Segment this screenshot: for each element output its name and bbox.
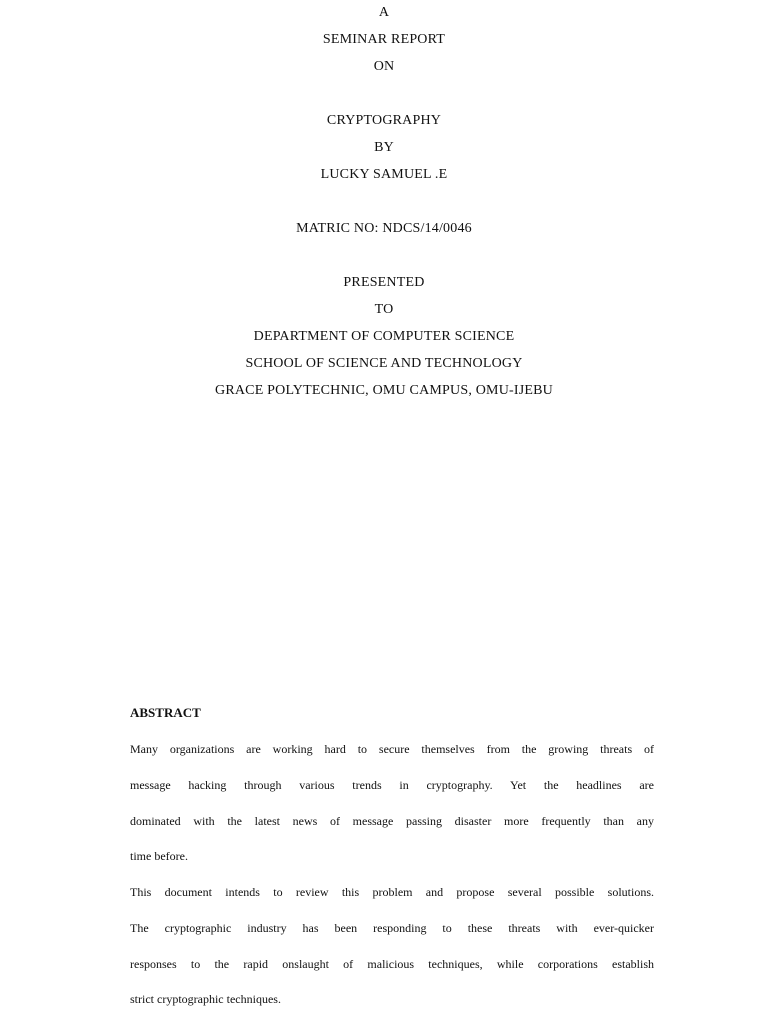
title-line-a: A (378, 5, 390, 20)
title-line-seminar-report: SEMINAR REPORT (322, 32, 446, 47)
title-line-presented: PRESENTED (343, 275, 425, 290)
title-line-to: TO (374, 302, 394, 317)
abstract-line-8: strict cryptographic techniques. (130, 992, 281, 1006)
title-line-matric-no: MATRIC NO: NDCS/14/0046 (296, 221, 472, 236)
title-line-institution: GRACE POLYTECHNIC, OMU CAMPUS, OMU-IJEBU (215, 383, 553, 398)
abstract-heading: ABSTRACT (130, 705, 201, 720)
title-line-department: DEPARTMENT OF COMPUTER SCIENCE (253, 329, 515, 344)
title-line-topic: CRYPTOGRAPHY (326, 113, 442, 128)
title-line-school: SCHOOL OF SCIENCE AND TECHNOLOGY (245, 356, 523, 371)
abstract-line-5: This document intends to review this problem and propose several possible solutions. (130, 885, 654, 899)
abstract-line-2: message hacking through various trends in cryptography. Yet the headlines are (130, 778, 654, 792)
title-line-on: ON (373, 59, 395, 74)
abstract-line-6: The cryptographic industry has been responding to these threats with ever-quicker (130, 921, 654, 935)
abstract-line-1: Many organizations are working hard to secure themselves from the growing threats of (130, 742, 654, 756)
title-line-by: BY (374, 140, 394, 155)
abstract-line-7: responses to the rapid onslaught of malicious techniques, while corporations establish (130, 957, 654, 971)
abstract-line-4: time before. (130, 849, 188, 863)
title-line-author: LUCKY SAMUEL .E (320, 167, 448, 182)
abstract-line-3: dominated with the latest news of message passing disaster more frequently than any (130, 814, 654, 828)
